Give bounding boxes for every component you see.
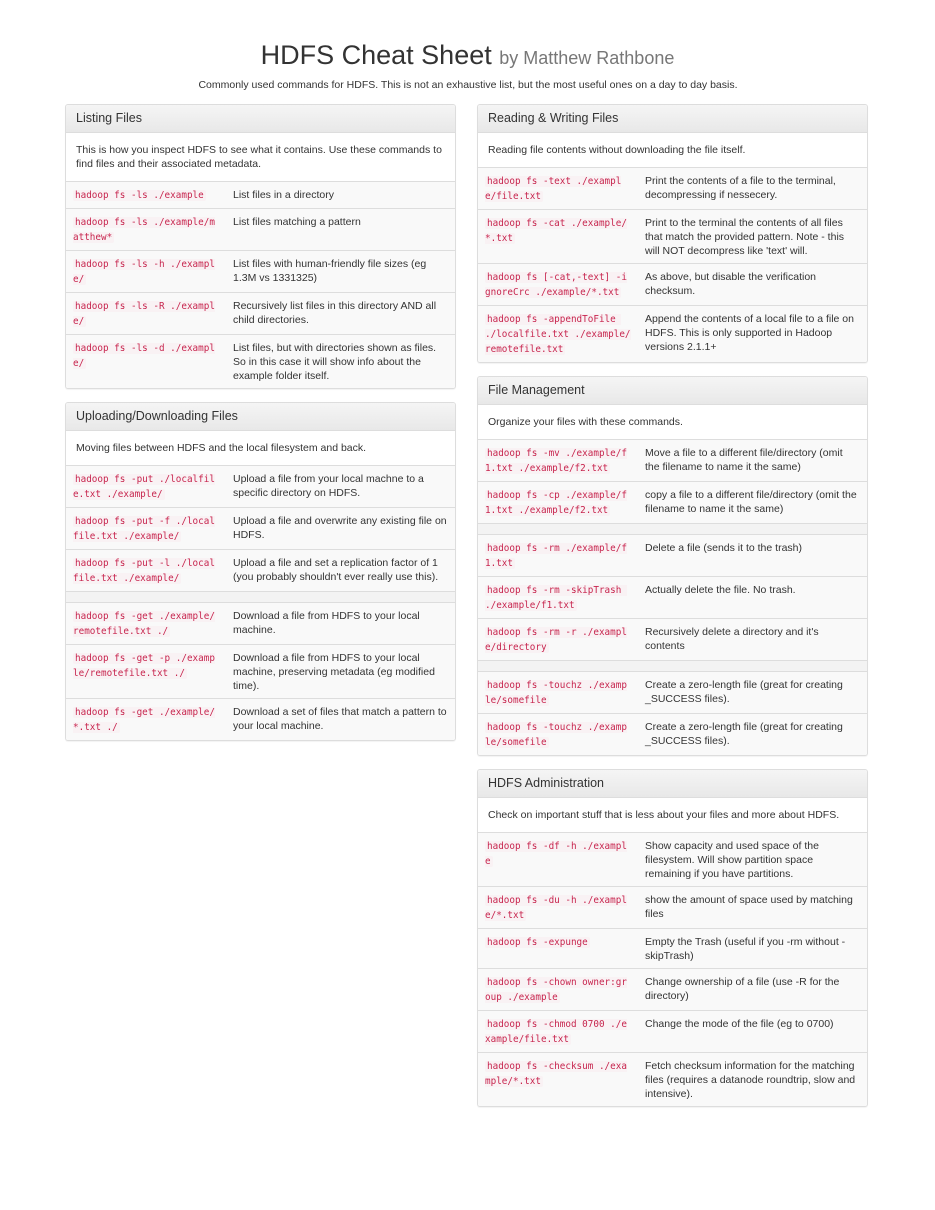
command-code: hadoop fs -text ./example/file.txt [485, 176, 622, 202]
table-row [478, 482, 867, 524]
command-code: hadoop fs -get ./example/remotefile.txt ./ [73, 611, 215, 637]
command-description: Show capacity and used space of the filesystem. Will show partition space remaining if you have partitions. [645, 840, 819, 880]
author-byline: by Matthew Rathbone [499, 48, 675, 68]
command-description: Upload a file and set a replication factor of 1 (you probably shouldn't ever really use this). [226, 550, 455, 592]
panel-title: Uploading/Downloading Files [66, 403, 455, 431]
command-code: hadoop fs -put -f ./localfile.txt ./example/ [73, 516, 215, 542]
command-code: hadoop fs -cp ./example/f1.txt ./example/f2.txt [485, 490, 627, 516]
command-code: hadoop fs -put -l ./localfile.txt ./example/ [73, 558, 215, 584]
command-description: Create a zero-length file (great for creating _SUCCESS files). [638, 714, 867, 756]
command-description: Upload a file from your local machne to a specific directory on HDFS. [233, 473, 424, 499]
command-code: hadoop fs -df -h ./example [485, 841, 627, 867]
command-description: Actually delete the file. No trash. [638, 577, 867, 619]
panel-title: Listing Files [66, 105, 455, 133]
command-description: Download a set of files that match a pattern to your local machine. [226, 699, 455, 741]
command-description: List files with human-friendly file sizes (eg 1.3M vs 1331325) [226, 251, 455, 293]
table-row [66, 293, 455, 335]
command-description: Fetch checksum information for the matching files (requires a datanode roundtrip, slow and intensive). [638, 1053, 867, 1107]
command-description: copy a file to a different file/directory (omit the filename to name it the same) [638, 482, 867, 524]
panel-file-management [477, 376, 868, 756]
command-table [478, 168, 867, 362]
command-code: hadoop fs -cat ./example/*.txt [485, 218, 627, 244]
table-row [66, 645, 455, 699]
command-code: hadoop fs -chown owner:group ./example [485, 977, 627, 1003]
panel-hdfs-administration [477, 769, 868, 1107]
command-description: Print to the terminal the contents of all files that match the provided pattern. Note - this will NOT decompress like 'text' will. [638, 210, 867, 264]
table-row [478, 969, 867, 1011]
command-table [478, 440, 867, 755]
command-code: hadoop fs -rm -r ./example/directory [485, 627, 627, 653]
command-description: Upload a file and overwrite any existing file on HDFS. [226, 508, 455, 550]
table-row [478, 577, 867, 619]
table-row [478, 168, 867, 210]
command-description: Download a file from HDFS to your local machine, preserving metadata (eg modified time). [226, 645, 455, 699]
table-row [66, 182, 455, 209]
table-row [478, 887, 867, 929]
command-code: hadoop fs -ls ./example/matthew* [73, 217, 215, 243]
command-code: hadoop fs -ls -h ./example/ [73, 259, 215, 285]
row-separator [478, 524, 867, 535]
command-code: hadoop fs -expunge [487, 937, 588, 948]
panel-reading-writing [477, 104, 868, 363]
table-row [66, 209, 455, 251]
command-description: Create a zero-length file (great for creating _SUCCESS files). [638, 672, 867, 714]
right-column [477, 104, 868, 1120]
command-code: hadoop fs -touchz ./example/somefile [485, 722, 627, 748]
table-row [478, 306, 867, 363]
table-row [478, 210, 867, 264]
table-row [66, 251, 455, 293]
command-code: hadoop fs -ls -R ./example/ [73, 301, 215, 327]
command-description: Append the contents of a local file to a file on HDFS. This is only supported in Hadoop versions 2.1.1+ [638, 306, 867, 363]
table-row [478, 929, 867, 969]
table-row [478, 440, 867, 482]
panel-intro: Reading file contents without downloading the file itself. [478, 133, 867, 168]
table-row [66, 508, 455, 550]
command-description: List files matching a pattern [226, 209, 455, 251]
command-description: As above, but disable the verification checksum. [638, 264, 867, 306]
command-description: Move a file to a different file/directory (omit the filename to name it the same) [645, 447, 843, 473]
table-row [478, 535, 867, 577]
panel-title: File Management [478, 377, 867, 405]
panel-intro: Check on important stuff that is less about your files and more about HDFS. [478, 798, 867, 833]
table-row [478, 619, 867, 661]
command-description: Recursively list files in this directory AND all child directories. [226, 293, 455, 335]
command-code: hadoop fs -chmod 0700 ./example/file.txt [485, 1019, 627, 1045]
command-code: hadoop fs -rm -skipTrash ./example/f1.txt [485, 585, 627, 611]
row-separator [478, 661, 867, 672]
command-code: hadoop fs -mv ./example/f1.txt ./example/f2.txt [485, 448, 627, 474]
command-code: hadoop fs [-cat,-text] -ignoreCrc ./example/*.txt [485, 272, 627, 298]
command-table [478, 833, 867, 1106]
command-description: Print the contents of a file to the terminal, decompressing if nessecery. [645, 175, 836, 201]
page-title [0, 38, 935, 75]
command-table [66, 182, 455, 388]
command-description: show the amount of space used by matching files [638, 887, 867, 929]
page-subtitle: Commonly used commands for HDFS. This is not an exhaustive list, but the most useful ones on a day to day basis. [198, 79, 738, 91]
command-description: Recursively delete a directory and it's contents [638, 619, 867, 661]
command-description: List files, but with directories shown as files. So in this case it will show info about the example folder itself. [226, 335, 455, 389]
panel-uploading-downloading [65, 402, 456, 741]
panel-listing-files [65, 104, 456, 389]
table-row [66, 550, 455, 592]
panel-intro: Organize your files with these commands. [478, 405, 867, 440]
table-row [478, 1053, 867, 1107]
command-code: hadoop fs -checksum ./example/*.txt [485, 1061, 627, 1087]
title-text: HDFS Cheat Sheet [260, 40, 492, 70]
table-row [66, 466, 455, 508]
command-code: hadoop fs -get -p ./example/remotefile.txt ./ [73, 653, 215, 679]
command-code: hadoop fs -get ./example/*.txt ./ [73, 707, 215, 733]
panel-intro: Moving files between HDFS and the local filesystem and back. [66, 431, 455, 466]
panel-title: Reading & Writing Files [478, 105, 867, 133]
table-row [478, 672, 867, 714]
command-description: Change ownership of a file (use -R for the directory) [638, 969, 867, 1011]
command-description: Empty the Trash (useful if you -rm without -skipTrash) [638, 929, 867, 969]
table-row [66, 603, 455, 645]
panel-intro: This is how you inspect HDFS to see what it contains. Use these commands to find files and their associated metadata. [66, 133, 455, 182]
command-code: hadoop fs -du -h ./example/*.txt [485, 895, 627, 921]
command-table [66, 466, 455, 740]
command-description: Delete a file (sends it to the trash) [638, 535, 867, 577]
command-description: Download a file from HDFS to your local machine. [226, 603, 455, 645]
page-header [0, 38, 935, 75]
table-row [66, 335, 455, 389]
table-row [478, 714, 867, 756]
table-row [478, 833, 867, 887]
table-row [66, 699, 455, 741]
command-code: hadoop fs -ls ./example [75, 190, 204, 201]
command-code: hadoop fs -appendToFile ./localfile.txt ./example/remotefile.txt [485, 314, 631, 355]
command-description: List files in a directory [233, 189, 334, 201]
command-code: hadoop fs -rm ./example/f1.txt [485, 543, 627, 569]
left-column [65, 104, 456, 754]
command-description: Change the mode of the file (eg to 0700) [638, 1011, 867, 1053]
panel-title: HDFS Administration [478, 770, 867, 798]
row-separator [66, 592, 455, 603]
command-code: hadoop fs -ls -d ./example/ [73, 343, 215, 369]
table-row [478, 264, 867, 306]
command-code: hadoop fs -touchz ./example/somefile [485, 680, 627, 706]
table-row [478, 1011, 867, 1053]
command-code: hadoop fs -put ./localfile.txt ./example/ [73, 474, 215, 500]
